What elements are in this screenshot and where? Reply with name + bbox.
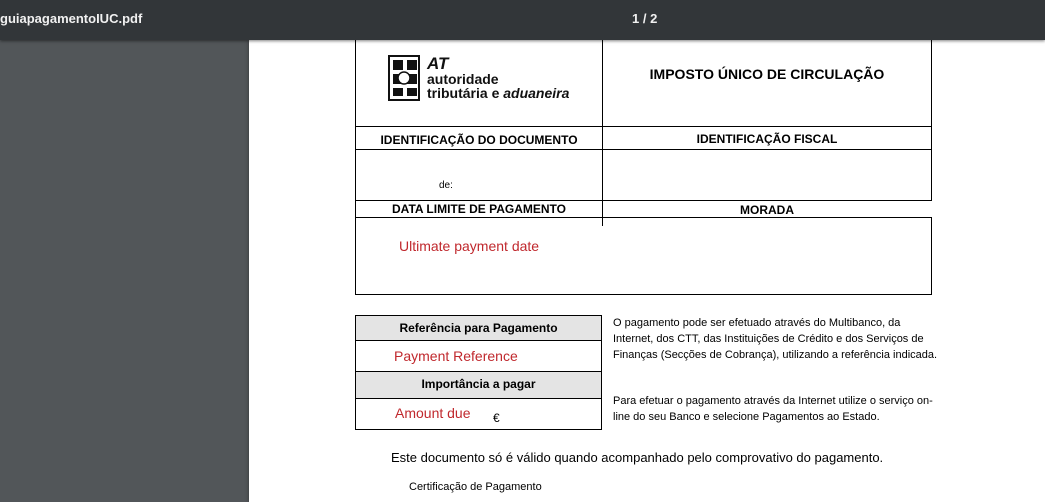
box-border [355,371,602,372]
table-border-left [355,149,356,200]
logo-line-1: autoridade [427,71,499,87]
logo-line-2a: tributária e [427,85,504,101]
amount-annotation: Amount due [395,405,471,421]
deadline-header: DATA LIMITE DE PAGAMENTO [392,202,566,216]
box-border [355,340,602,341]
table-row-line [355,294,602,295]
box-border [355,398,602,399]
validity-note: Este documento só é válido quando acompanhado pelo comprovativo do pagamento. [391,450,884,465]
document-title: guiapagamentoIUC.pdf [0,11,143,26]
form-main-title: IMPOSTO ÚNICO DE CIRCULAÇÃO [649,66,885,82]
table-row-line [355,217,932,218]
deadline-annotation: Ultimate payment date [399,238,540,254]
table-border-right [931,217,932,295]
certification-label: Certificação de Pagamento [409,481,542,493]
currency-symbol: € [493,411,500,425]
table-row-line [355,200,932,201]
at-emblem-icon [387,54,423,104]
payment-info-paragraph-2: Para efetuar o pagamento através da Internet utilize o serviço on-line do seu Banco e selecione Pagamentos ao Estado. [613,395,933,423]
reference-annotation: Payment Reference [394,348,518,364]
reference-header: Referência para Pagamento [399,321,558,335]
logo-wordmark [427,56,569,100]
de-label: de: [439,180,453,191]
logo-line-2 [427,86,569,100]
box-border [355,429,602,430]
pdf-viewer[interactable] [0,40,1045,502]
pdf-toolbar [0,0,1045,40]
table-row-line [355,149,932,150]
table-row-line [602,294,932,295]
fiscal-id-header: IDENTIFICAÇÃO FISCAL [696,132,838,146]
address-header: MORADA [740,203,794,217]
at-logo [387,54,573,110]
table-row-line [355,126,932,127]
doc-id-header: IDENTIFICAÇÃO DO DOCUMENTO [380,133,578,147]
box-border [601,315,602,430]
table-border-right [931,149,932,200]
box-border [355,315,602,316]
pdf-page [249,40,1045,502]
payment-info-paragraph-1: O pagamento pode ser efetuado através do Multibanco, da Internet, dos CTT, das Instituições de Crédito e dos Serviços de Finanças (Secções de Cobrança), utilizando a referência indicada. [613,317,938,361]
amount-header: Importância a pagar [421,377,536,391]
logo-line-2b: aduaneira [503,85,570,101]
page-counter: 1 / 2 [632,11,658,26]
logo-abbr: AT [427,54,449,73]
table-border-right [931,40,932,158]
